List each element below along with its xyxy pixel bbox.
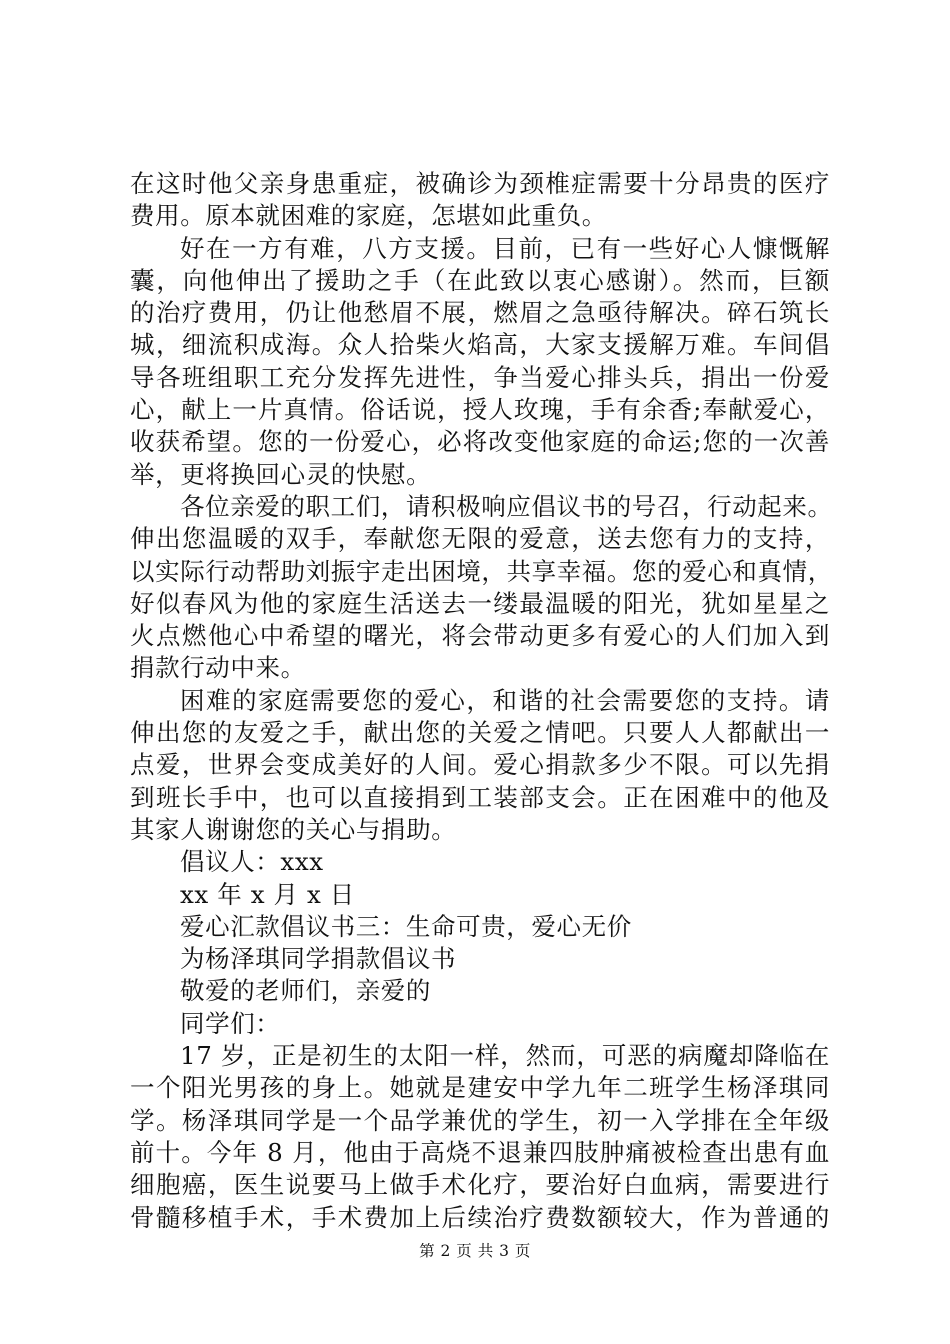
text-line: 其家人谢谢您的关心与捐助。	[130, 814, 457, 844]
text-line: 囊，向他伸出了援助之手（在此致以衷心感谢）。然而，巨额	[130, 265, 830, 295]
paragraph-start-line: 各位亲爱的职工们，请积极响应倡议书的号召，行动起来。	[180, 491, 833, 521]
text-line: 点爱，世界会变成美好的人间。爱心捐款多少不限。可以先捐	[130, 750, 830, 780]
section-title: 爱心汇款倡议书三：生命可贵，爱心无价	[180, 911, 632, 941]
salutation-line: 敬爱的老师们，亲爱的	[180, 976, 431, 1006]
text-line: 好似春风为他的家庭生活送去一缕最温暖的阳光，犹如星星之	[130, 588, 830, 618]
text-line: 捐款行动中来。	[130, 653, 306, 683]
date-line: xx 年 x 月 x 日	[180, 879, 355, 909]
paragraph-start-line: 17 岁，正是初生的太阳一样，然而，可恶的病魔却降临在	[180, 1041, 830, 1071]
salutation-line: 同学们：	[180, 1008, 281, 1038]
text-line: 心，献上一片真情。俗话说，授人玫瑰，手有余香;奉献爱心，	[130, 395, 830, 425]
text-line: 一个阳光男孩的身上。她就是建安中学九年二班学生杨泽琪同	[130, 1073, 830, 1103]
page-number-footer: 第 2 页 共 3 页	[419, 1242, 531, 1260]
text-line: 火点燃他心中希望的曙光，将会带动更多有爱心的人们加入到	[130, 621, 830, 651]
text-line: 学。杨泽琪同学是一个品学兼优的学生，初一入学排在全年级	[130, 1105, 830, 1135]
paragraph-start-line: 好在一方有难，八方支援。目前，已有一些好心人慷慨解	[180, 233, 830, 263]
text-line: 举，更将换回心灵的快慰。	[130, 459, 432, 489]
text-line: 收获希望。您的一份爱心，必将改变他家庭的命运;您的一次善	[130, 427, 830, 457]
text-line: 伸出您温暖的双手，奉献您无限的爱意，送去您有力的支持，	[130, 524, 830, 554]
text-line: 到班长手中，也可以直接捐到工装部支会。正在困难中的他及	[130, 782, 830, 812]
text-line: 的治疗费用，仍让他愁眉不展，燃眉之急亟待解决。碎石筑长	[130, 298, 830, 328]
text-line: 伸出您的友爱之手，献出您的关爱之情吧。只要人人都献出一	[130, 718, 830, 748]
document-body	[130, 168, 833, 1234]
text-line: 在这时他父亲身患重症，被确诊为颈椎症需要十分昂贵的医疗	[130, 169, 830, 198]
signature-line: 倡议人：xxx	[180, 847, 324, 877]
paragraph-start-line: 困难的家庭需要您的爱心，和谐的社会需要您的支持。请	[180, 685, 830, 715]
text-line: 细胞癌，医生说要马上做手术化疗，要治好白血病，需要进行	[130, 1170, 830, 1200]
text-line: 费用。原本就困难的家庭，怎堪如此重负。	[130, 201, 607, 231]
text-line: 以实际行动帮助刘振宇走出困境，共享幸福。您的爱心和真情，	[130, 556, 833, 586]
section-subtitle: 为杨泽琪同学捐款倡议书	[180, 944, 457, 974]
text-line: 城，细流积成海。众人拾柴火焰高，大家支援解万难。车间倡	[130, 330, 830, 360]
text-line: 导各班组职工充分发挥先进性，争当爱心排头兵，捐出一份爱	[130, 362, 830, 392]
text-line: 骨髓移植手术，手术费加上后续治疗费数额较大，作为普通的	[130, 1202, 830, 1232]
text-line: 前十。今年 8 月，他由于高烧不退兼四肢肿痛被检查出患有血	[130, 1137, 830, 1167]
